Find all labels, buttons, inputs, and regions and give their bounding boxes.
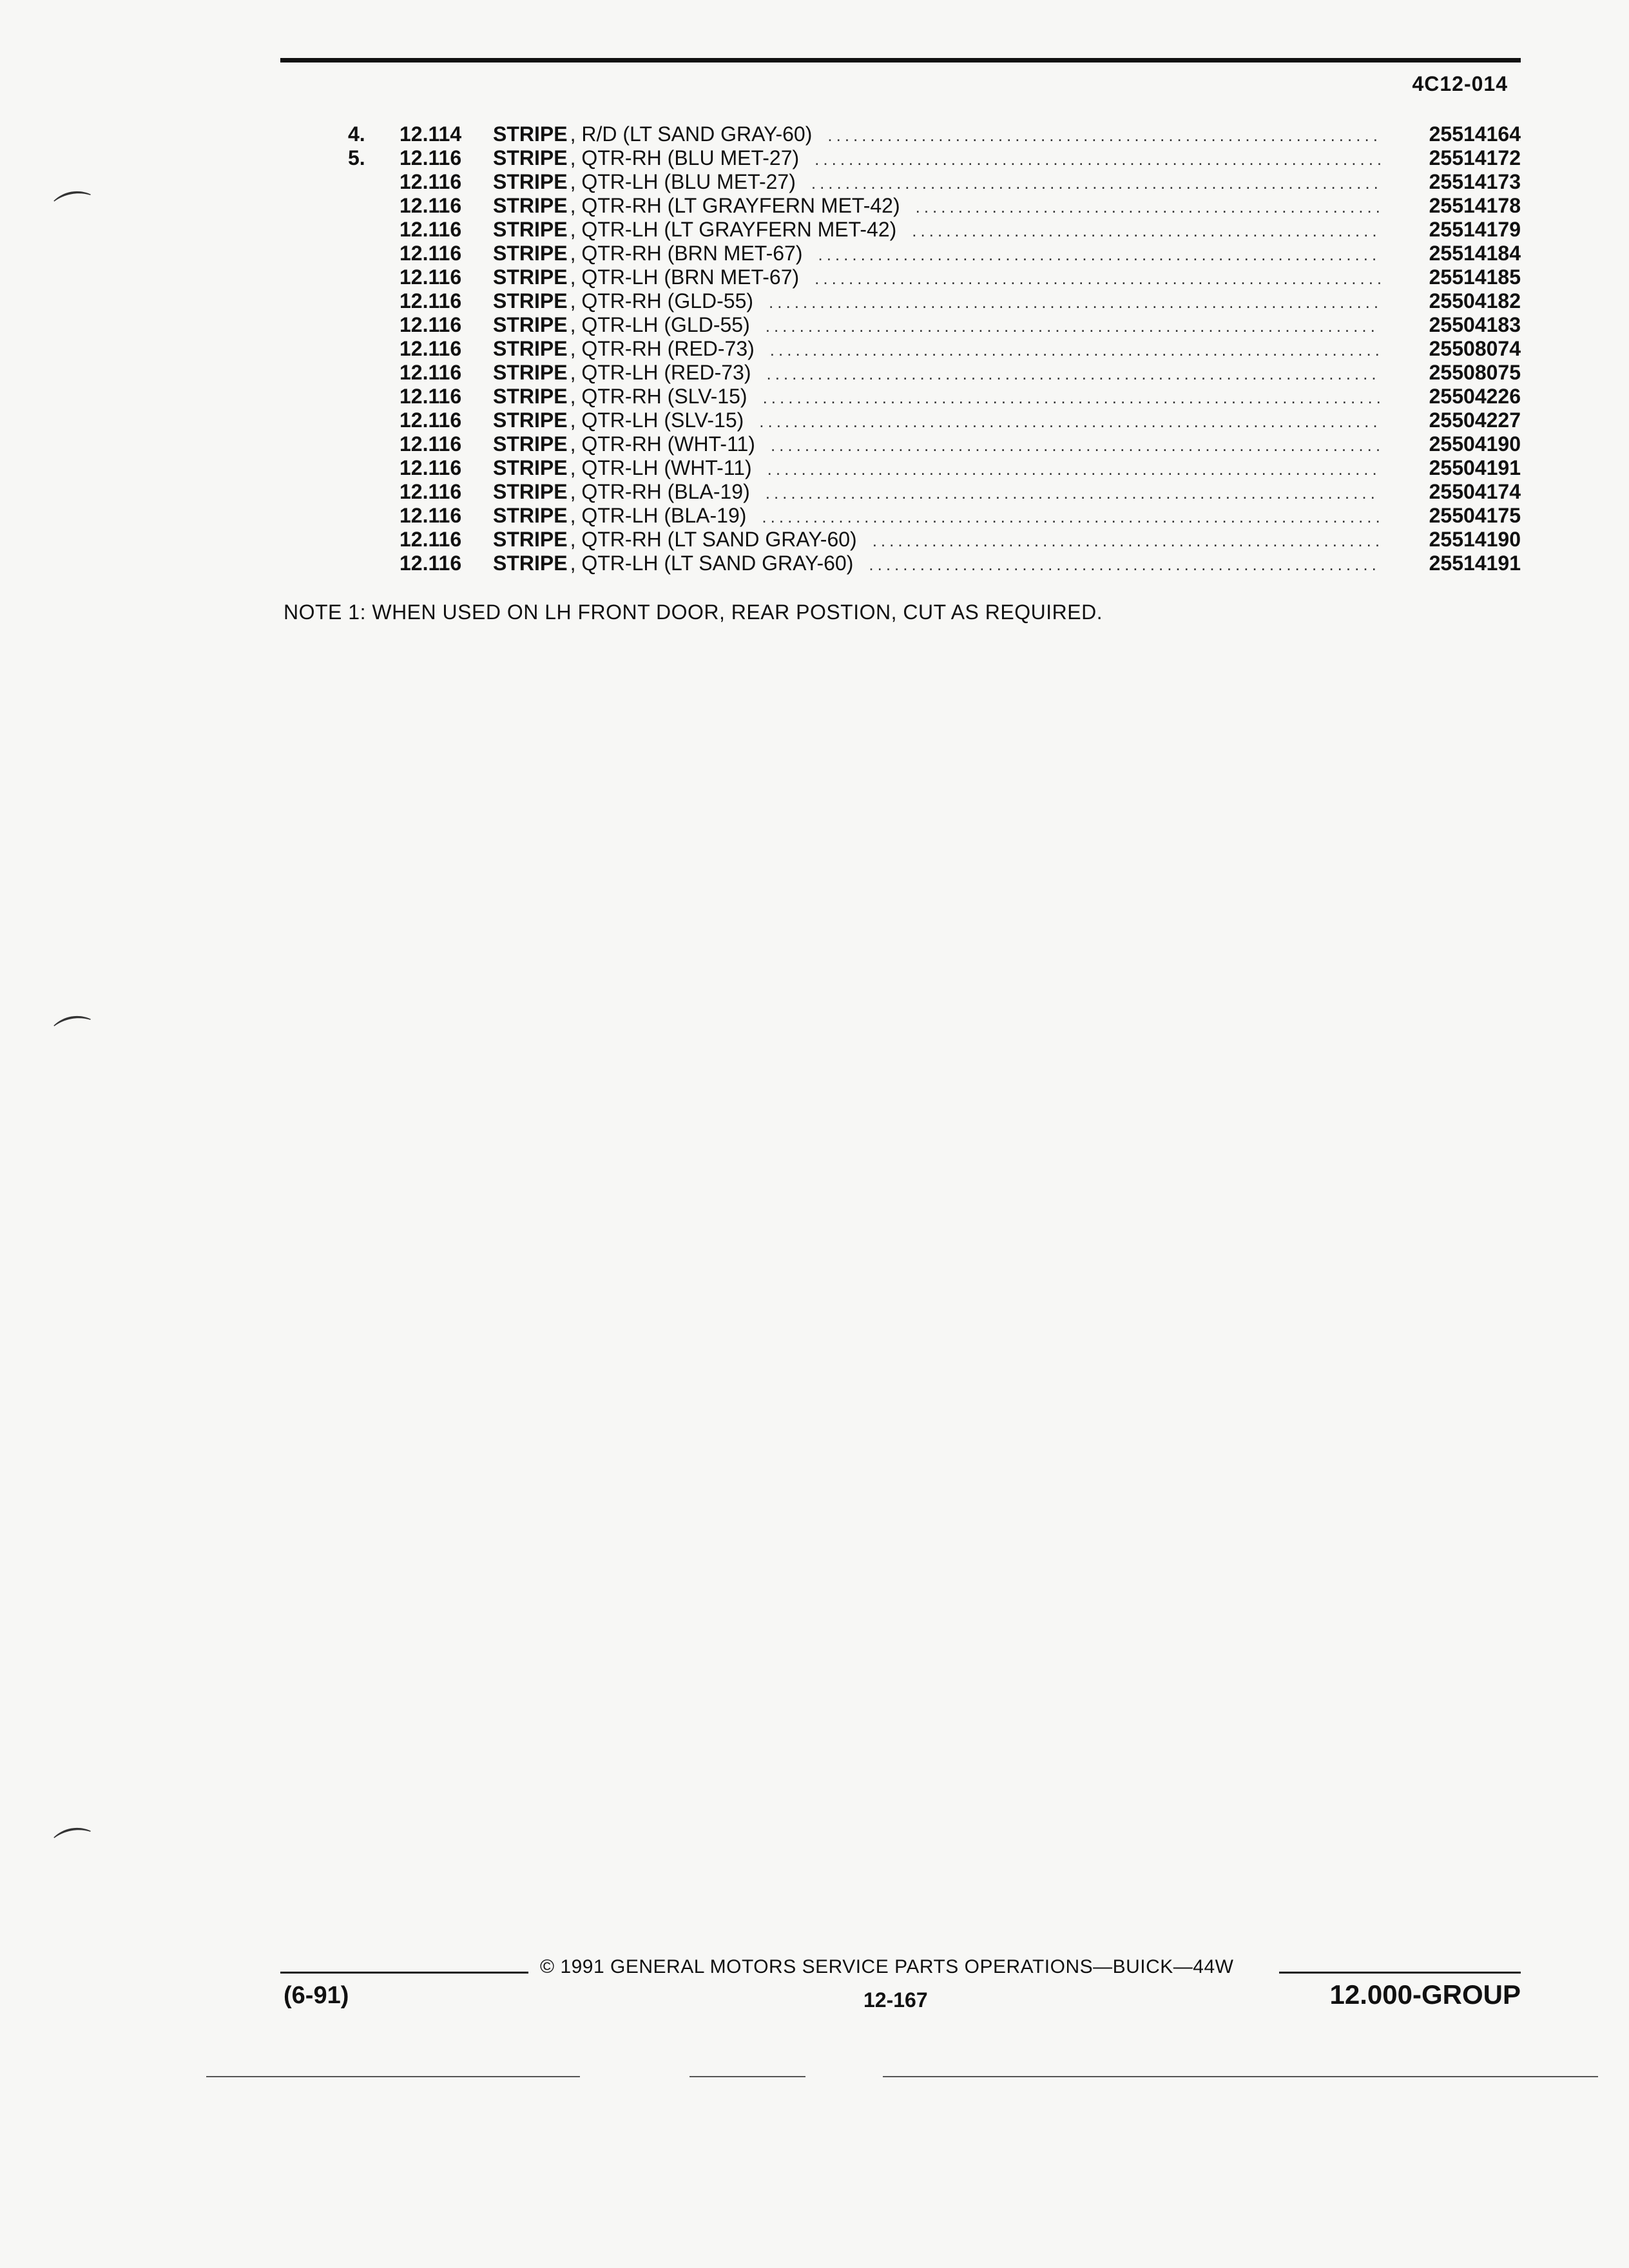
part-name: STRIPE (493, 432, 568, 456)
group-number: 12.116 (400, 432, 462, 456)
copyright-line: © 1991 GENERAL MOTORS SERVICE PARTS OPERATIONS—BUICK—44W (540, 1956, 1234, 1977)
part-name: STRIPE (493, 122, 568, 146)
parts-row (348, 337, 1521, 361)
page-code: 4C12-014 (1412, 72, 1508, 95)
parts-row (348, 122, 1521, 146)
part-number: 25514172 (1429, 146, 1521, 169)
part-name: STRIPE (493, 456, 568, 479)
part-number: 25504175 (1429, 504, 1521, 527)
group-number: 12.116 (400, 194, 462, 217)
part-name: STRIPE (493, 242, 568, 265)
group-number: 12.116 (400, 408, 462, 432)
part-name: STRIPE (493, 552, 568, 575)
dot-leader (815, 267, 1380, 291)
part-number: 25504183 (1429, 313, 1521, 336)
part-description: , QTR-LH (BLA-19) (570, 504, 747, 527)
parts-row (348, 528, 1521, 552)
group-number: 12.116 (400, 170, 462, 193)
part-number: 25504191 (1429, 456, 1521, 479)
dot-leader (869, 553, 1380, 577)
group-number: 12.116 (400, 218, 462, 241)
revision-date: (6-91) (284, 1982, 349, 2009)
parts-row (348, 265, 1521, 289)
group-number: 12.116 (400, 552, 462, 575)
dot-leader (912, 219, 1380, 243)
dot-leader (766, 362, 1380, 386)
part-description: , QTR-RH (BLU MET-27) (570, 146, 800, 169)
parts-row (348, 194, 1521, 218)
header-rule (280, 58, 1521, 62)
group-number: 12.116 (400, 289, 462, 312)
dot-leader (872, 529, 1380, 553)
part-description: , QTR-RH (RED-73) (570, 337, 755, 360)
parts-row (348, 480, 1521, 504)
item-number: 5. (348, 146, 365, 169)
group-number: 12.116 (400, 146, 462, 169)
part-description: , QTR-RH (GLD-55) (570, 289, 754, 312)
parts-row (348, 289, 1521, 313)
parts-row (348, 170, 1521, 194)
part-description: , QTR-LH (WHT-11) (570, 456, 752, 479)
part-name: STRIPE (493, 265, 568, 289)
part-description: , QTR-RH (SLV-15) (570, 385, 747, 408)
parts-row (348, 504, 1521, 528)
footer-rule-left (280, 1972, 528, 1974)
part-name: STRIPE (493, 337, 568, 360)
part-description: , QTR-LH (SLV-15) (570, 408, 744, 432)
parts-row (348, 552, 1521, 575)
part-name: STRIPE (493, 170, 568, 193)
dot-leader (762, 505, 1380, 529)
parts-row (348, 313, 1521, 337)
parts-row (348, 385, 1521, 408)
parts-row (348, 242, 1521, 265)
part-name: STRIPE (493, 194, 568, 217)
dot-leader (767, 457, 1380, 481)
part-number: 25504190 (1429, 432, 1521, 456)
group-number: 12.116 (400, 504, 462, 527)
part-description: , QTR-LH (BRN MET-67) (570, 265, 800, 289)
bottom-scan-line (883, 2076, 1598, 2077)
group-label: 12.000-GROUP (1329, 1979, 1521, 2010)
part-number: 25504174 (1429, 480, 1521, 503)
dot-leader (815, 148, 1380, 171)
part-name: STRIPE (493, 480, 568, 503)
binder-hole-mark: ⌒ (52, 1011, 98, 1061)
group-number: 12.116 (400, 265, 462, 289)
dot-leader (769, 291, 1380, 314)
part-number: 25514191 (1429, 552, 1521, 575)
dot-leader (766, 314, 1380, 338)
parts-row (348, 408, 1521, 432)
part-number: 25508075 (1429, 361, 1521, 384)
parts-row (348, 432, 1521, 456)
part-name: STRIPE (493, 218, 568, 241)
part-number: 25504227 (1429, 408, 1521, 432)
part-name: STRIPE (493, 528, 568, 551)
page-number: 12-167 (863, 1988, 928, 2012)
note-text: NOTE 1: WHEN USED ON LH FRONT DOOR, REAR POSTION, CUT AS REQUIRED. (284, 601, 1103, 624)
group-number: 12.114 (400, 122, 462, 146)
dot-leader (763, 386, 1380, 410)
group-number: 12.116 (400, 337, 462, 360)
dot-leader (827, 124, 1380, 148)
group-number: 12.116 (400, 385, 462, 408)
part-description: , QTR-RH (BRN MET-67) (570, 242, 803, 265)
footer-rule-right (1279, 1972, 1521, 1974)
parts-row (348, 218, 1521, 242)
part-name: STRIPE (493, 289, 568, 312)
part-description: , QTR-LH (RED-73) (570, 361, 751, 384)
dot-leader (818, 243, 1380, 267)
part-number: 25514178 (1429, 194, 1521, 217)
binder-hole-mark: ⌒ (52, 1823, 98, 1872)
part-name: STRIPE (493, 146, 568, 169)
part-number: 25514164 (1429, 122, 1521, 146)
dot-leader (811, 171, 1380, 195)
part-description: , QTR-LH (BLU MET-27) (570, 170, 796, 193)
item-number: 4. (348, 122, 365, 146)
binder-hole-mark: ⌒ (52, 186, 98, 236)
dot-leader (766, 481, 1380, 505)
part-description: , QTR-LH (LT SAND GRAY-60) (570, 552, 854, 575)
part-description: , QTR-LH (GLD-55) (570, 313, 750, 336)
group-number: 12.116 (400, 242, 462, 265)
dot-leader (771, 434, 1380, 457)
dot-leader (916, 195, 1380, 219)
part-number: 25514190 (1429, 528, 1521, 551)
group-number: 12.116 (400, 528, 462, 551)
group-number: 12.116 (400, 456, 462, 479)
part-number: 25508074 (1429, 337, 1521, 360)
part-description: , QTR-RH (WHT-11) (570, 432, 755, 456)
part-description: , QTR-LH (LT GRAYFERN MET-42) (570, 218, 897, 241)
group-number: 12.116 (400, 361, 462, 384)
dot-leader (770, 338, 1380, 362)
group-number: 12.116 (400, 480, 462, 503)
part-description: , QTR-RH (LT SAND GRAY-60) (570, 528, 857, 551)
part-number: 25514185 (1429, 265, 1521, 289)
part-number: 25504226 (1429, 385, 1521, 408)
parts-list (348, 122, 1521, 575)
parts-row (348, 361, 1521, 385)
part-description: , QTR-RH (LT GRAYFERN MET-42) (570, 194, 900, 217)
part-number: 25514184 (1429, 242, 1521, 265)
part-name: STRIPE (493, 408, 568, 432)
part-name: STRIPE (493, 504, 568, 527)
group-number: 12.116 (400, 313, 462, 336)
dot-leader (759, 410, 1380, 434)
part-name: STRIPE (493, 361, 568, 384)
part-description: , R/D (LT SAND GRAY-60) (570, 122, 813, 146)
parts-row (348, 146, 1521, 170)
part-number: 25504182 (1429, 289, 1521, 312)
bottom-scan-line (206, 2076, 580, 2077)
part-name: STRIPE (493, 385, 568, 408)
part-description: , QTR-RH (BLA-19) (570, 480, 750, 503)
part-name: STRIPE (493, 313, 568, 336)
part-number: 25514179 (1429, 218, 1521, 241)
bottom-scan-line (689, 2076, 805, 2077)
parts-row (348, 456, 1521, 480)
part-number: 25514173 (1429, 170, 1521, 193)
